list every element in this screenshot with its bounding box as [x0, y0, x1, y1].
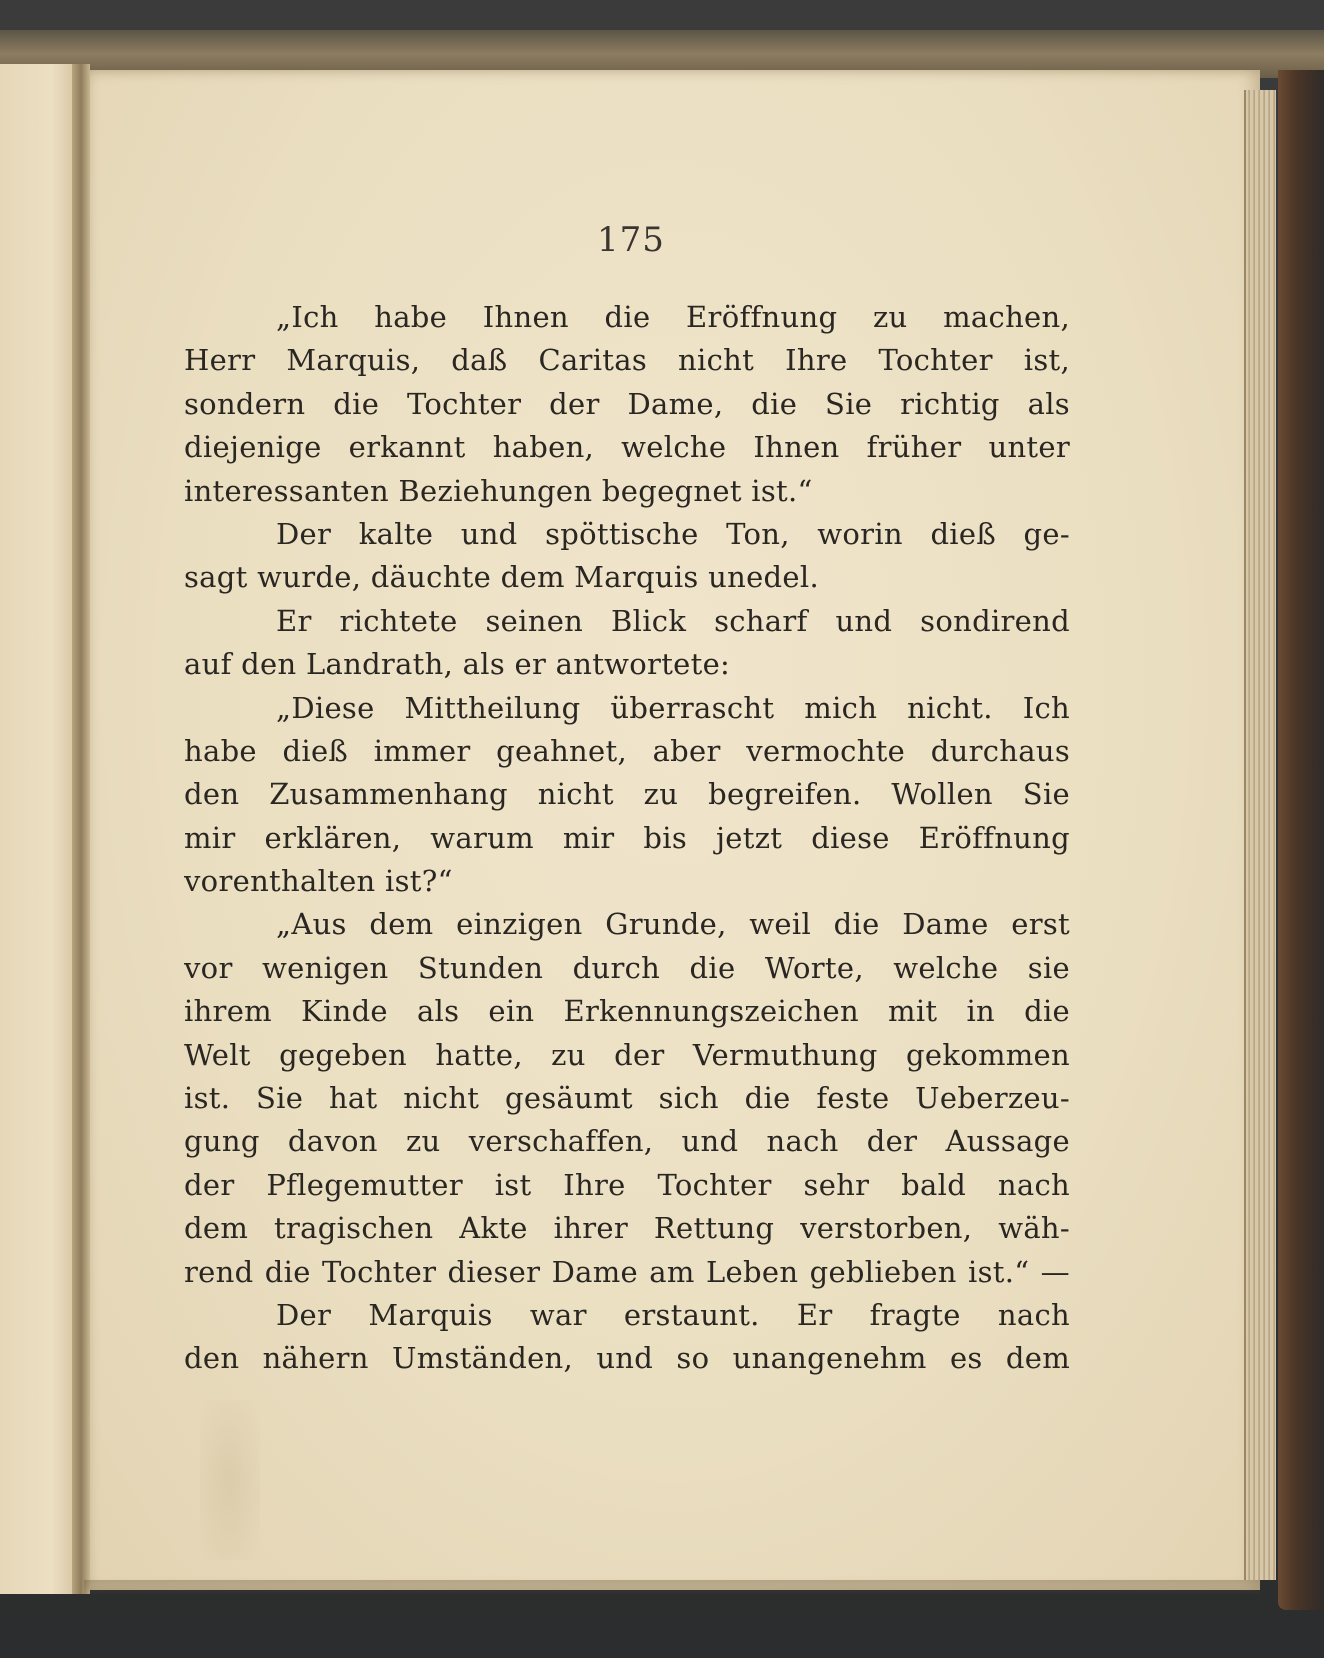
text-line: ihrem Kinde als ein Erkennungszeichen mit in die	[184, 994, 1070, 1029]
text-line: gung davon zu verschaffen, und nach der Aussage	[184, 1124, 1070, 1159]
text-line: vorenthalten ist?“	[184, 864, 453, 899]
page-edges	[1244, 90, 1276, 1580]
cover-right-edge	[1278, 70, 1324, 1610]
text-line: sondern die Tochter der Dame, die Sie richtig als	[184, 386, 1070, 421]
paper-stain	[200, 1400, 260, 1560]
text-line: interessanten Beziehungen begegnet ist.“	[184, 473, 813, 508]
text-line: vor wenigen Stunden durch die Worte, welche sie	[184, 950, 1070, 985]
text-line: der Pflegemutter ist Ihre Tochter sehr bald nach	[184, 1167, 1070, 1202]
text-line: den nähern Umständen, und so unangenehm es dem	[184, 1341, 1070, 1376]
text-line: „Diese Mittheilung überrascht mich nicht. Ich	[276, 690, 1070, 725]
text-line: habe dieß immer geahnet, aber vermochte durchaus	[184, 733, 1070, 768]
text-line: sagt wurde, däuchte dem Marquis unedel.	[184, 560, 819, 595]
text-line: Herr Marquis, daß Caritas nicht Ihre Tochter ist,	[184, 343, 1070, 378]
text-line: Er richtete seinen Blick scharf und sondirend	[276, 603, 1070, 638]
text-line: ist. Sie hat nicht gesäumt sich die feste Ueberzeu-	[184, 1081, 1070, 1116]
body-text	[184, 296, 1070, 1381]
text-line: rend die Tochter dieser Dame am Leben geblieben ist.“ —	[184, 1254, 1070, 1289]
text-line: den Zusammenhang nicht zu begreifen. Wollen Sie	[184, 777, 1070, 812]
page-number: 175	[597, 220, 665, 260]
book-gutter	[72, 64, 90, 1594]
text-line: diejenige erkannt haben, welche Ihnen früher unter	[184, 430, 1070, 465]
text-line: „Ich habe Ihnen die Eröffnung zu machen,	[276, 300, 1070, 334]
text-line: Welt gegeben hatte, zu der Vermuthung gekommen	[184, 1037, 1070, 1072]
text-line: „Aus dem einzigen Grunde, weil die Dame erst	[276, 907, 1070, 942]
text-line: dem tragischen Akte ihrer Rettung verstorben, wäh-	[184, 1211, 1070, 1246]
text-line: mir erklären, warum mir bis jetzt diese Eröffnung	[184, 820, 1070, 855]
text-line: Der kalte und spöttische Ton, worin dieß ge-	[276, 516, 1070, 551]
text-line: auf den Landrath, als er antwortete:	[184, 647, 731, 682]
page-bottom-shadow	[84, 1580, 1260, 1594]
text-line: Der Marquis war erstaunt. Er fragte nach	[276, 1297, 1070, 1332]
